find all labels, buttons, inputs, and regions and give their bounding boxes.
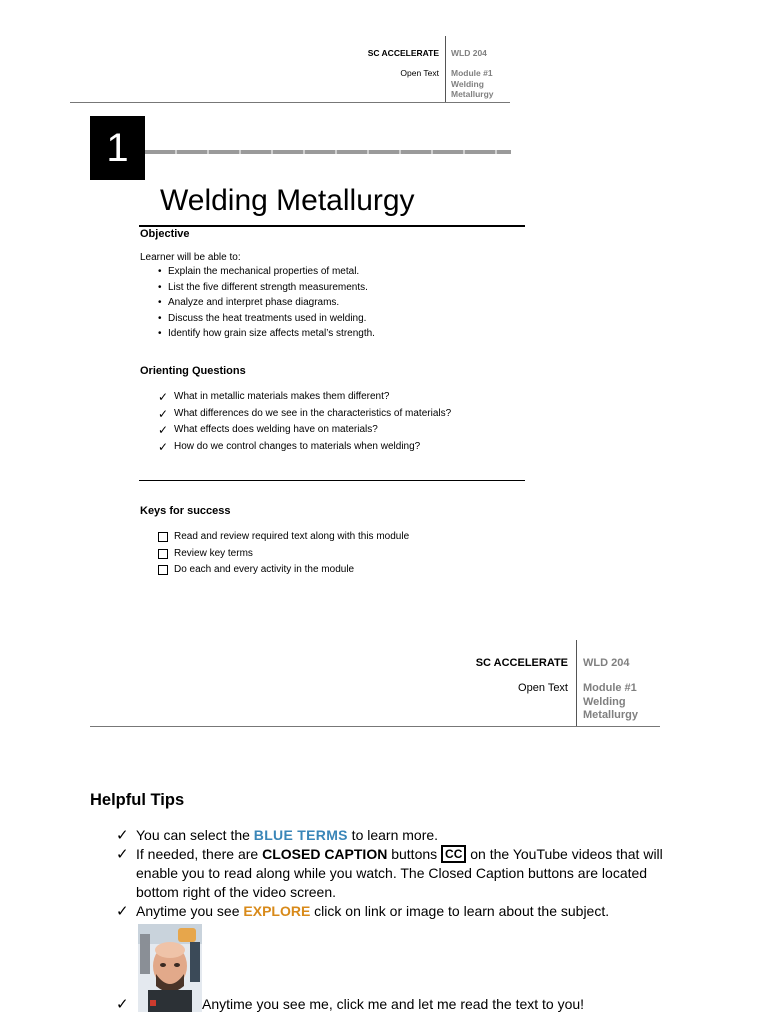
tips-list xyxy=(116,826,686,921)
header-module: Module #1 Welding Metallurgy xyxy=(451,68,494,99)
objective-heading: Objective xyxy=(140,228,190,240)
section-divider xyxy=(139,480,525,481)
checkmark-icon: ✓ xyxy=(158,406,169,421)
checkmark-icon: ✓ xyxy=(116,903,129,920)
tip-item: ✓ You can select the BLUE TERMS to learn more. xyxy=(116,827,439,844)
orienting-list xyxy=(158,389,451,455)
closed-caption-icon: CC xyxy=(441,845,466,863)
header-doc-type: Open Text xyxy=(400,68,439,78)
chapter-title: Welding Metallurgy xyxy=(160,184,415,217)
keys-heading: Keys for success xyxy=(140,505,231,517)
objective-item: • Identify how grain size affects metal’s strength. xyxy=(158,326,375,342)
objective-intro: Learner will be able to: xyxy=(140,252,241,263)
explore-link[interactable]: EXPLORE xyxy=(243,903,311,919)
header-course: WLD 204 xyxy=(451,48,487,58)
avatar-reader-button[interactable] xyxy=(138,924,202,1012)
objective-item: • Analyze and interpret phase diagrams. xyxy=(158,295,375,311)
orienting-item: ✓ What in metallic materials makes them different? xyxy=(158,390,390,404)
keys-list xyxy=(158,529,409,579)
tip-item: ✓ If needed, there are CLOSED CAPTION buttons CC on the YouTube videos that will enable you to read along while you watch. The Closed Caption buttons are located bottom right of the video screen. xyxy=(116,846,663,900)
keys-item: Review key terms xyxy=(158,546,409,563)
avatar-icon xyxy=(138,924,202,1012)
objective-item: • List the five different strength measurements. xyxy=(158,280,375,296)
checkmark-icon: ✓ xyxy=(158,439,169,454)
header-divider-horizontal xyxy=(70,102,510,103)
tip-item: ✓ Anytime you see EXPLORE click on link or image to learn about the subject. xyxy=(116,903,610,920)
objective-item: • Discuss the heat treatments used in welding. xyxy=(158,311,375,327)
tips-heading: Helpful Tips xyxy=(90,791,185,809)
chapter-rule xyxy=(145,150,511,154)
objective-item: • Explain the mechanical properties of metal. xyxy=(158,264,375,280)
header-divider-horizontal xyxy=(90,726,660,727)
tip-item: ✓ Anytime you see me, click me and let me read the text to you! xyxy=(116,996,585,1013)
header-divider-vertical xyxy=(576,640,577,726)
blue-terms-link[interactable]: BLUE TERMS xyxy=(253,827,348,843)
checkbox-icon xyxy=(158,532,168,542)
title-underline xyxy=(139,225,525,227)
objective-list xyxy=(158,264,375,342)
checkmark-icon: ✓ xyxy=(158,390,169,404)
checkmark-icon: ✓ xyxy=(116,996,129,1013)
checkmark-icon: ✓ xyxy=(116,846,129,863)
orienting-item: ✓ What differences do we see in the characteristics of materials? xyxy=(158,406,452,421)
header-divider-vertical xyxy=(445,36,446,102)
orienting-heading: Orienting Questions xyxy=(140,365,246,377)
checkmark-icon: ✓ xyxy=(116,827,129,844)
orienting-item: ✓ What effects does welding have on materials? xyxy=(158,423,378,437)
checkbox-icon xyxy=(158,549,168,559)
orienting-item: ✓ How do we control changes to materials when welding? xyxy=(158,439,421,454)
header-doc-type: Open Text xyxy=(518,682,568,694)
header-module: Module #1 Welding Metallurgy xyxy=(583,682,639,721)
header-org: SC ACCELERATE xyxy=(475,657,568,669)
keys-item: Do each and every activity in the module xyxy=(158,562,409,579)
header-org: SC ACCELERATE xyxy=(367,48,439,58)
checkbox-icon xyxy=(158,565,168,575)
header-course: WLD 204 xyxy=(583,657,630,669)
checkmark-icon: ✓ xyxy=(158,423,169,437)
keys-item: Read and review required text along with this module xyxy=(158,529,409,546)
chapter-number: 1 xyxy=(90,116,145,180)
